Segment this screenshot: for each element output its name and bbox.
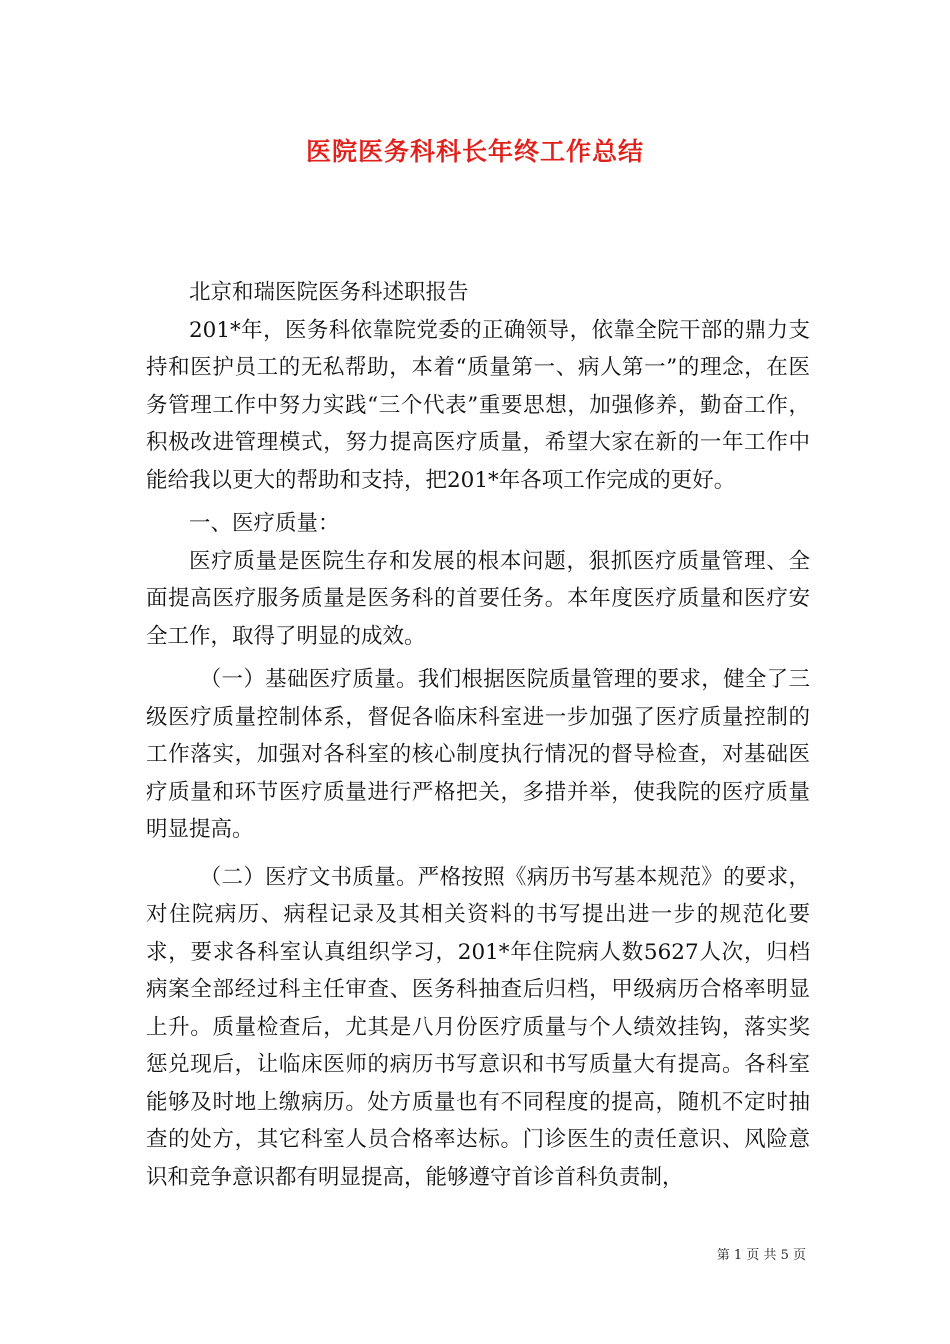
page-number: 第 1 页 共 5 页 xyxy=(716,1248,806,1263)
paragraph-medical-quality: 医疗质量是医院生存和发展的根本问题，狠抓医疗质量管理、全面提高医疗服务质量是医务科的首要任务。本年度医疗质量和医疗安全工作，取得了明显的成效。 xyxy=(146,548,810,649)
section-heading-medical-quality: 一、医疗质量： xyxy=(189,511,340,536)
document-title: 医院医务科科长年终工作总结 xyxy=(305,137,644,166)
paragraph-intro: 201*年，医务科依靠院党委的正确领导，依靠全院干部的鼎力支持和医护员工的无私帮助，本着“质量第一、病人第一”的理念，在医务管理工作中努力实践“三个代表”重要思想，加强修养，勤奋工作，积极改进管理模式，努力提高医疗质量，希望大家在新的一年工作中能给我以更大的帮助和支持，把201*年各项工作完成的更好。 xyxy=(146,317,810,493)
paragraph-document-quality: （二）医疗文书质量。严格按照《病历书写基本规范》的要求，对住院病历、病程记录及其相关资料的书写提出进一步的规范化要求，要求各科室认真组织学习，201*年住院病人数5627人次，归档病案全部经过科主任审查、医务科抽查后归档，甲级病历合格率明显上升。质量检查后，尤其是八月份医疗质量与个人绩效挂钩，落实奖惩兑现后，让临床医师的病历书写意识和书写质量大有提高。各科室能够及时地上缴病历。处方质量也有不同程度的提高，随机不定时抽查的处方，其它科室人员合格率达标。门诊医生的责任意识、风险意识和竞争意识都有明显提高，能够遵守首诊首科负责制， xyxy=(146,864,810,1190)
document-body xyxy=(146,274,810,1196)
paragraph-basic-quality: （一）基础医疗质量。我们根据医院质量管理的要求，健全了三级医疗质量控制体系，督促各临床科室进一步加强了医疗质量控制的工作落实，加强对各科室的核心制度执行情况的督导检查，对基础医疗质量和环节医疗质量进行严格把关，多措并举，使我院的医疗质量明显提高。 xyxy=(146,667,810,842)
report-subtitle: 北京和瑞医院医务科述职报告 xyxy=(189,280,469,305)
